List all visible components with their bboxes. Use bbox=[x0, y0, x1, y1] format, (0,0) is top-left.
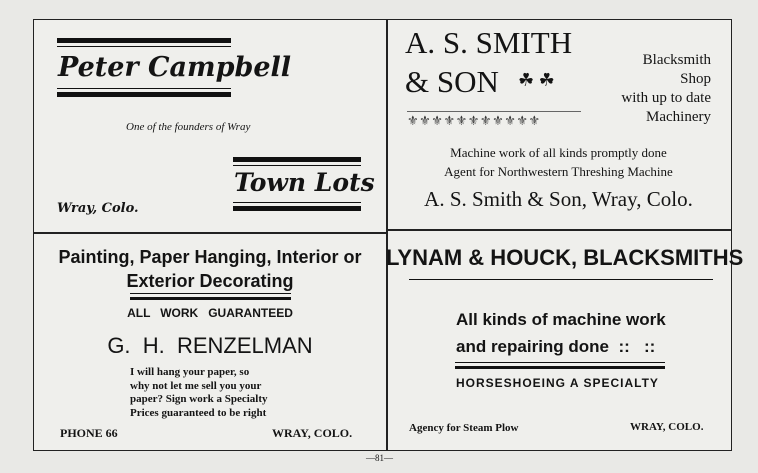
location: WRAY, COLO. bbox=[630, 421, 704, 433]
advertiser-name: G. H. RENZELMAN bbox=[107, 333, 313, 358]
advertiser-name: Peter Campbell bbox=[58, 52, 292, 83]
clover-ornament-icon: ☘ ☘ bbox=[518, 70, 555, 90]
body-line-2: and repairing done :: :: bbox=[456, 337, 656, 356]
guarantee: ALL WORK GUARANTEED bbox=[127, 306, 293, 320]
body-text bbox=[130, 366, 268, 420]
rule bbox=[130, 293, 291, 294]
rule bbox=[57, 92, 231, 97]
side-line: with up to date bbox=[621, 90, 711, 106]
body-line: Agent for Northwestern Threshing Machine bbox=[444, 164, 673, 179]
headline-line-1: Painting, Paper Hanging, Interior or bbox=[58, 247, 362, 267]
rule bbox=[455, 366, 665, 369]
horizontal-divider-right bbox=[386, 229, 731, 231]
rule bbox=[233, 202, 361, 203]
rule bbox=[233, 206, 361, 211]
rule bbox=[455, 362, 665, 363]
rule bbox=[57, 88, 231, 89]
body-line-1: All kinds of machine work bbox=[456, 310, 666, 329]
tagline: One of the founders of Wray bbox=[126, 121, 251, 133]
title-line-2: & SON bbox=[405, 64, 499, 99]
body-text bbox=[386, 143, 731, 181]
vertical-divider bbox=[386, 19, 388, 451]
location: WRAY, COLO. bbox=[272, 426, 353, 440]
phone: PHONE 66 bbox=[60, 426, 118, 440]
signature: A. S. Smith & Son, Wray, Colo. bbox=[424, 187, 693, 211]
body-line: why not let me sell you your bbox=[130, 379, 262, 392]
rule bbox=[57, 38, 231, 43]
rule bbox=[407, 111, 581, 112]
title-line-1: A. S. SMITH bbox=[405, 25, 573, 60]
rule bbox=[409, 279, 713, 280]
rule bbox=[57, 46, 231, 47]
agency: Agency for Steam Plow bbox=[409, 422, 519, 434]
body-line: Machine work of all kinds promptly done bbox=[450, 145, 667, 160]
headline-line-2: Exterior Decorating bbox=[126, 271, 294, 291]
body-line: paper? Sign work a Specialty bbox=[130, 393, 268, 405]
title: LYNAM & HOUCK, BLACKSMITHS bbox=[386, 245, 744, 270]
side-line: Blacksmith bbox=[642, 52, 711, 68]
side-line: Shop bbox=[680, 71, 711, 87]
horizontal-divider-left bbox=[33, 232, 387, 234]
page-number: —81— bbox=[366, 453, 393, 463]
body-line: Prices guaranteed to be right bbox=[130, 406, 267, 419]
location: Wray, Colo. bbox=[57, 201, 139, 216]
specialty: HORSESHOEING A SPECIALTY bbox=[456, 376, 659, 390]
side-line: Machinery bbox=[646, 109, 711, 125]
rule bbox=[233, 165, 361, 166]
rule bbox=[233, 157, 361, 162]
side-description bbox=[585, 51, 711, 127]
body-line: I will hang your paper, so bbox=[130, 366, 250, 378]
rule bbox=[130, 297, 291, 300]
fleur-de-lis-ornament-icon: ⚜⚜⚜⚜⚜⚜⚜⚜⚜⚜⚜ bbox=[407, 113, 541, 128]
offer: Town Lots bbox=[234, 168, 375, 197]
